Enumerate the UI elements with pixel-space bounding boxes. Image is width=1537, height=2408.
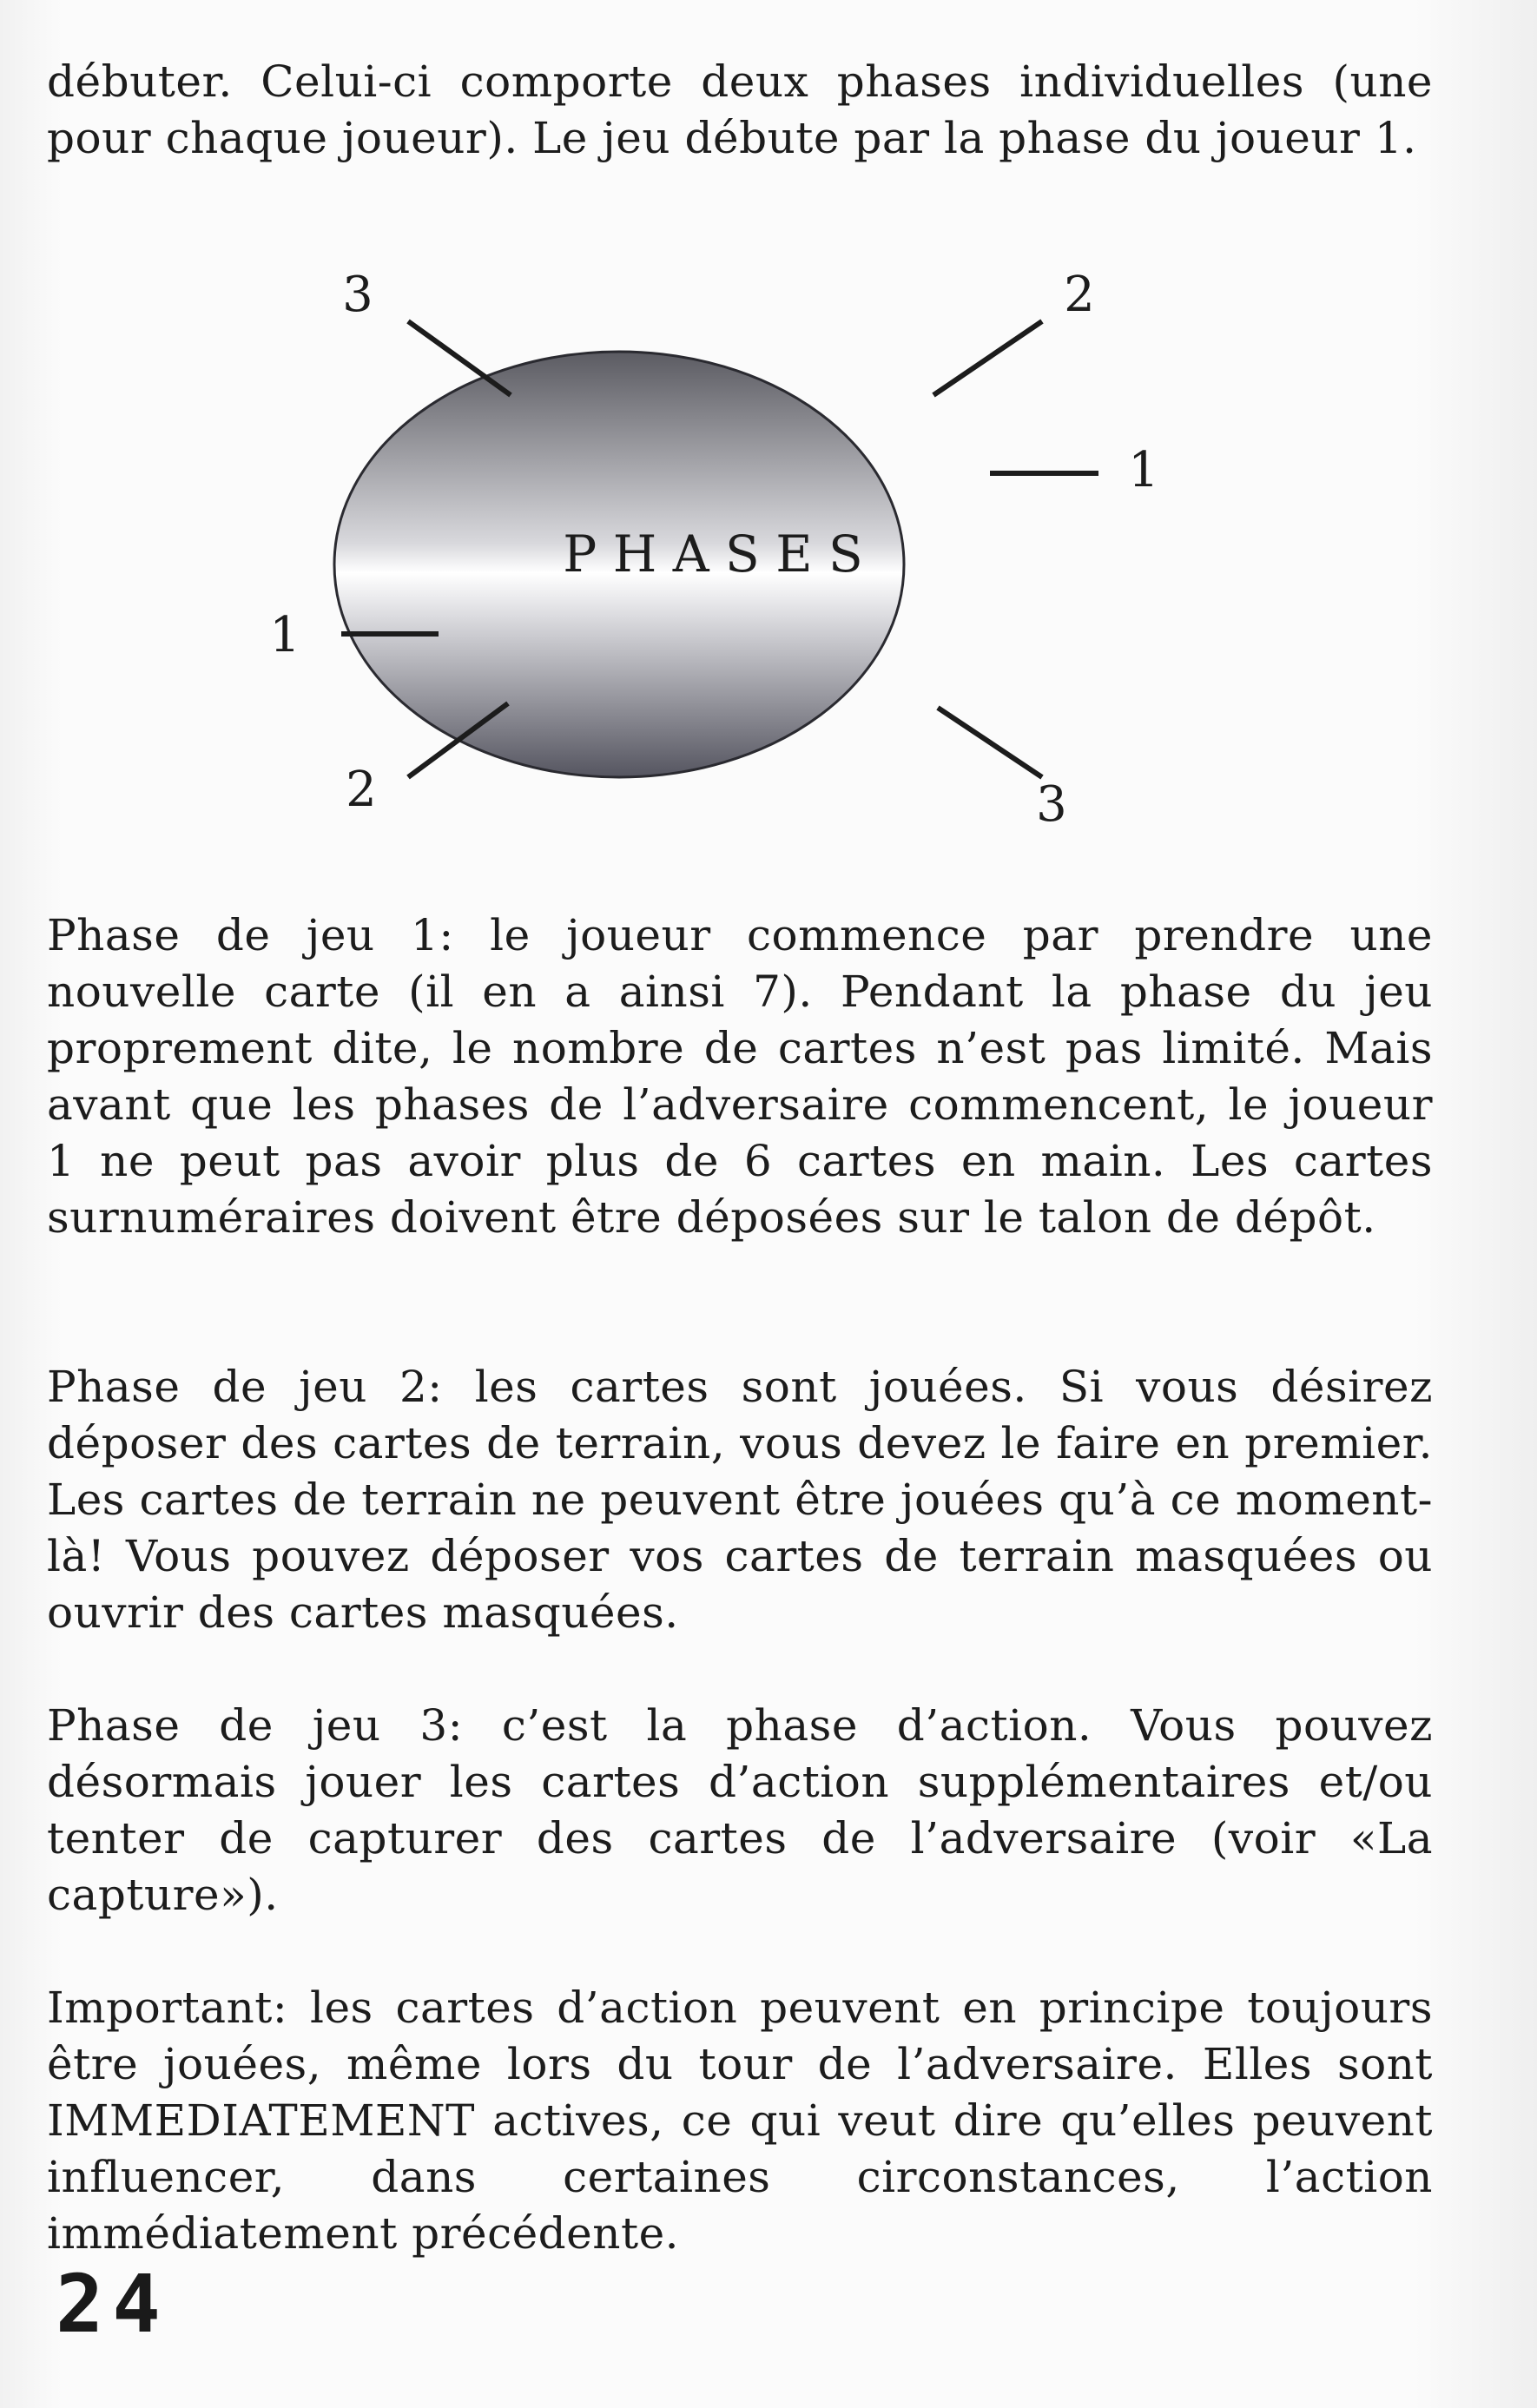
- tick-bottom-right: [938, 708, 1042, 777]
- label-bottom-right: 3: [1036, 776, 1067, 833]
- phase-3-paragraph: Phase de jeu 3: c’est la phase d’action. Vous pouvez désormais jouer les cartes d’action supplémentaires et/ou tenter de capturer des cartes de l’adversaire (voir «La capture»).: [47, 1700, 1433, 1920]
- phases-diagram: [269, 252, 1207, 860]
- important-paragraph: Important: les cartes d’action peuvent en principe toujours être jouées, même lors du tour de l’adversaire. Elles sont IMMEDIATEMENT actives, ce qui veut dire qu’elles peuvent influencer, dans certaines circonstances, l’action immédiatement précédente.: [47, 1982, 1433, 2259]
- page-number: 24: [56, 2258, 169, 2351]
- label-left: 1: [269, 607, 300, 663]
- label-bottom-left: 2: [346, 762, 377, 818]
- intro-paragraph: débuter. Celui-ci comporte deux phases individuelles (une pour chaque joueur). Le jeu débute par la phase du joueur 1.: [47, 56, 1433, 163]
- phase-1-paragraph: Phase de jeu 1: le joueur commence par prendre une nouvelle carte (il en a ainsi 7). Pendant la phase du jeu proprement dite, le nombre de cartes n’est pas limité. Mais avant que les phases de l’adversaire commencent, le joueur 1 ne peut pas avoir plus de 6 cartes en main. Les cartes surnuméraires doivent être déposées sur le talon de dépôt.: [47, 910, 1433, 1243]
- phase-2-paragraph: Phase de jeu 2: les cartes sont jouées. Si vous désirez déposer des cartes de terrain, vous devez le faire en premier. Les cartes de terrain ne peuvent être jouées qu’à ce moment-là! Vous pouvez déposer vos cartes de terrain masquées ou ouvrir des cartes masquées.: [47, 1362, 1433, 1638]
- label-top-right: 2: [1064, 267, 1095, 323]
- tick-top-right: [933, 321, 1042, 395]
- label-top-left: 3: [342, 267, 373, 323]
- label-right: 1: [1128, 442, 1159, 498]
- tick-top-left: [408, 321, 511, 395]
- center-label: P H A S E S: [563, 524, 863, 584]
